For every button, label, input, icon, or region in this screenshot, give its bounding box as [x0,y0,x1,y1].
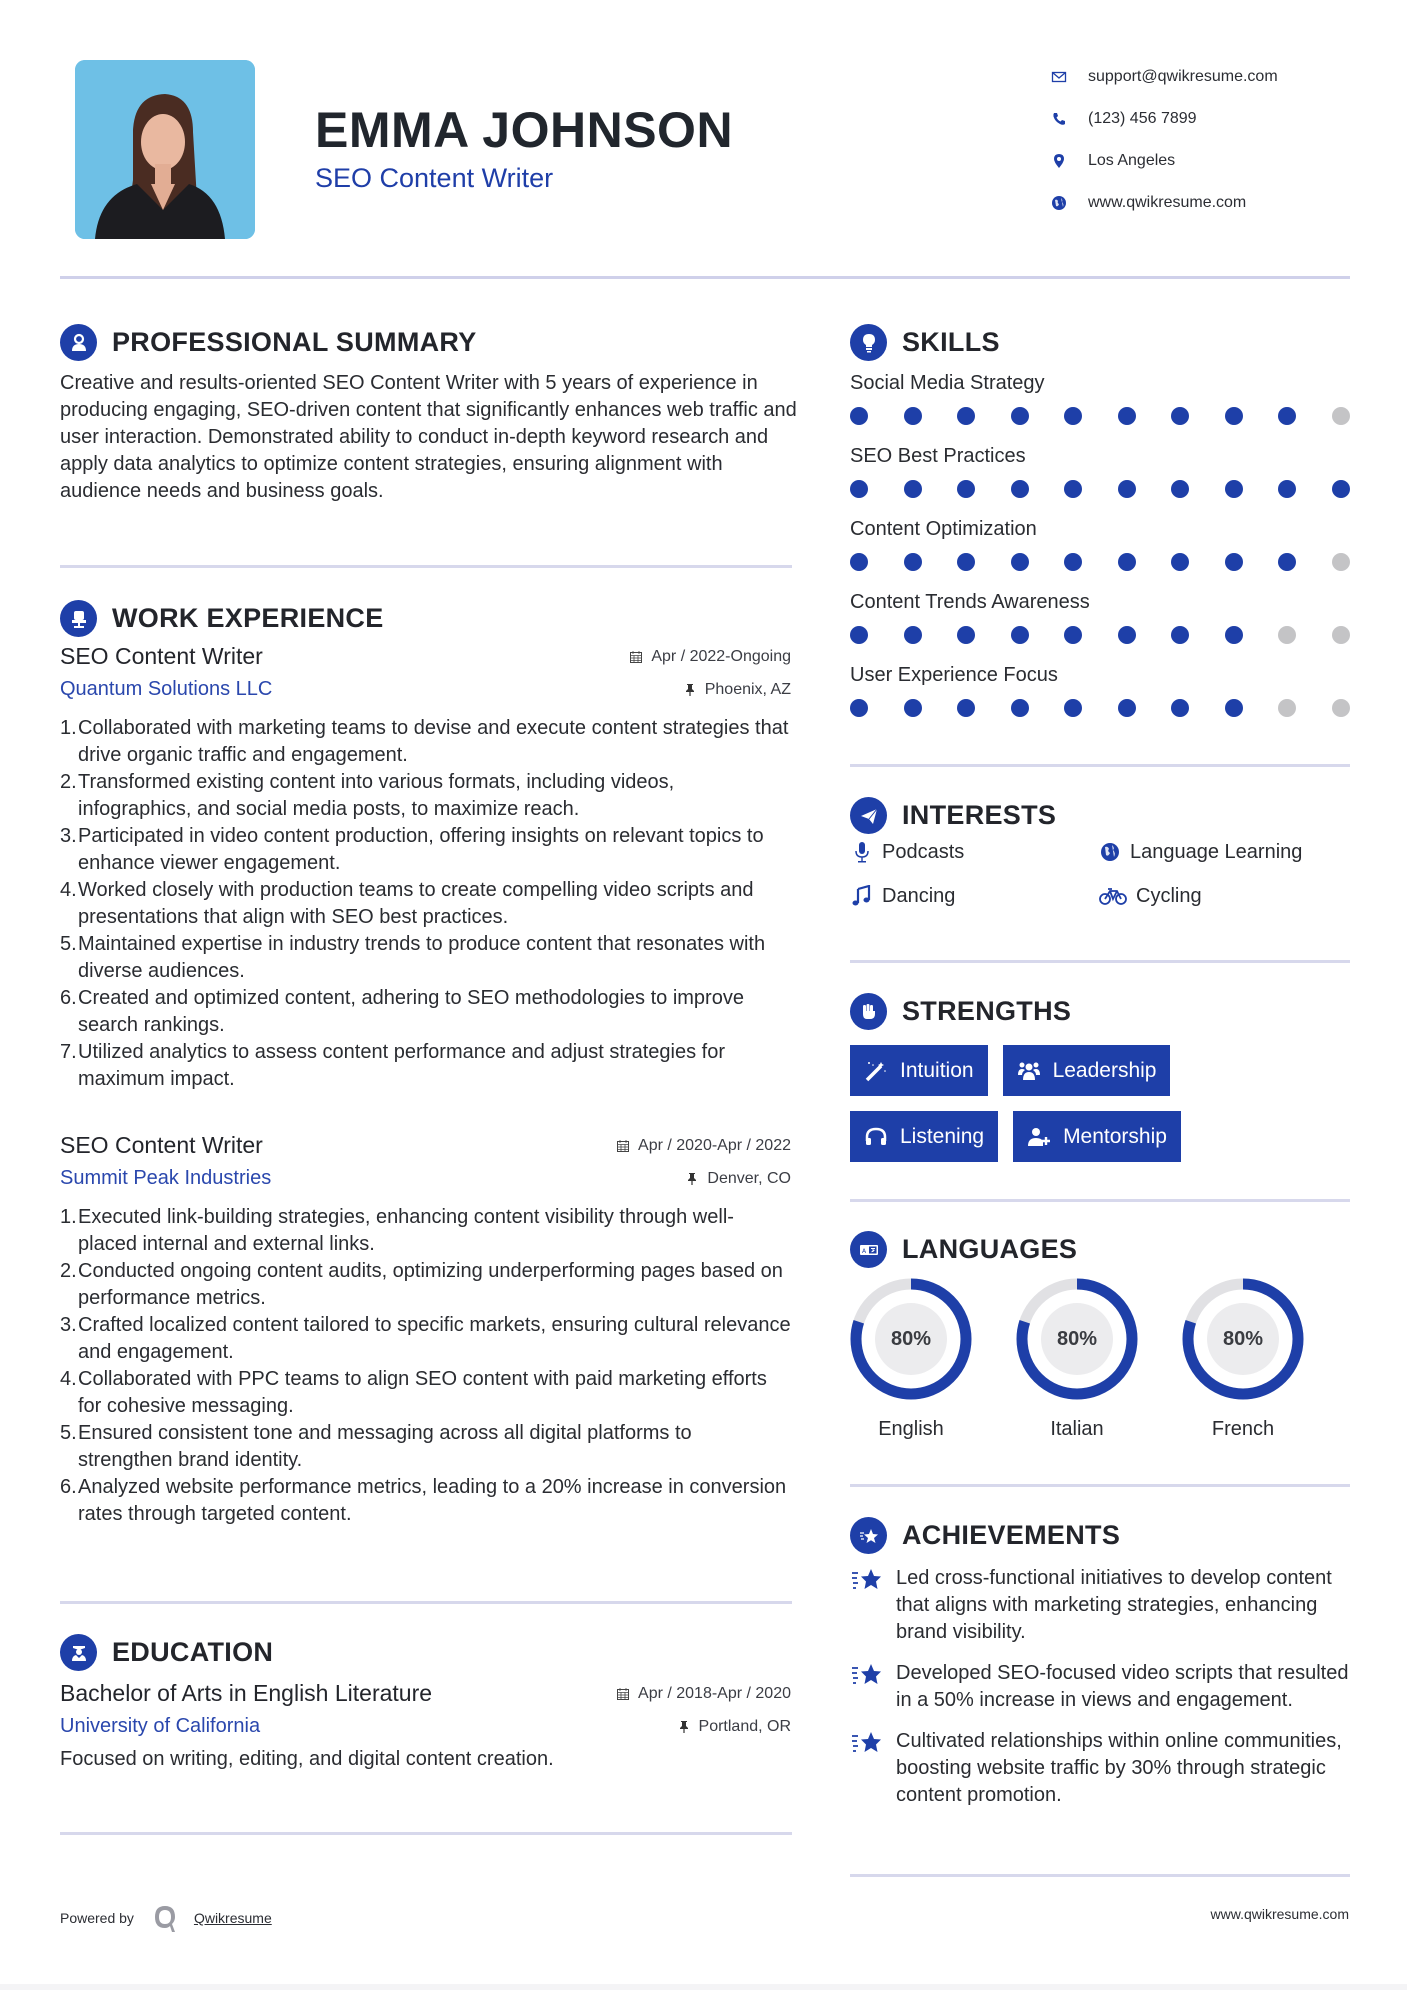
skill-dot-filled [1225,626,1243,644]
job-bullets [60,715,791,1093]
candidate-name: EMMA JOHNSON [315,102,734,158]
skill-dot-filled [957,699,975,717]
skill-dot-filled [1064,480,1082,498]
section-divider [60,1832,792,1835]
language-percent: 80% [1056,1327,1098,1350]
contact-location-text: Los Angeles [1088,152,1176,169]
skill-dot-filled [957,407,975,425]
bullet-item: 5. Maintained expertise in industry trends to produce content that resonates with diverse audiences. [60,933,766,982]
skill-dot-filled [1011,407,1029,425]
contact-phone[interactable] [1050,98,1278,140]
skill-rating [850,470,1350,516]
section-divider [850,764,1350,767]
achievements-heading: ACHIEVEMENTS [850,1517,1120,1554]
user-plus-icon [1027,1126,1051,1148]
skill-dot-filled [1011,553,1029,571]
interests-list [850,838,1350,910]
skill-rating [850,616,1350,662]
bullet-item: 1. Collaborated with marketing teams to devise and execute content strategies that drive organic traffic and engagement. [60,717,789,766]
strengths-heading: STRENGTHS [850,993,1071,1030]
achievement-item: Led cross-functional initiatives to develop content that aligns with marketing strategies, enhancing brand visibility. [850,1565,1350,1646]
skill-dot-filled [1171,699,1189,717]
skill-dot-filled [1118,699,1136,717]
skill-dot-filled [957,553,975,571]
skill-item: SEO Best Practices [850,443,1350,516]
envelope-icon [1050,68,1068,86]
skill-dot-filled [850,626,868,644]
skill-dot-filled [1278,553,1296,571]
paper-plane-icon [850,797,887,834]
globe-icon [1050,194,1068,212]
section-divider [850,1874,1350,1877]
section-divider [850,1199,1350,1202]
calendar-icon [629,650,643,664]
degree: Bachelor of Arts in English Literature [60,1680,433,1706]
bullet-item: 6. Analyzed website performance metrics, leading to a 20% increase in conversion rates through targeted content. [60,1476,787,1525]
profile-photo [75,60,255,239]
skill-dot-filled [1011,480,1029,498]
fist-icon [850,993,887,1030]
language-name: French [1211,1418,1275,1440]
skill-dot-filled [1064,626,1082,644]
experience-heading: WORK EXPERIENCE [60,600,384,637]
contact-website[interactable] [1050,182,1278,224]
interest-item: Cycling [1098,882,1350,910]
qwikresume-logo-icon [150,1902,180,1934]
education-heading: EDUCATION [60,1634,273,1671]
skill-item: User Experience Focus [850,662,1350,735]
pushpin-icon [683,683,697,697]
skill-dot-filled [1278,480,1296,498]
skill-dot-filled [850,699,868,717]
achievement-item: Cultivated relationships within online communities, boosting website traffic by 30% through strategic content promotion. [850,1728,1350,1809]
qwikresume-link[interactable]: Qwikresume [193,1910,272,1926]
skill-dot-filled [1225,553,1243,571]
skill-dot-filled [904,480,922,498]
section-divider [850,1484,1350,1487]
language-percent: 80% [890,1327,932,1350]
portrait-image [75,60,255,239]
skill-dot-filled [1171,480,1189,498]
shooting-star-icon [850,1729,884,1757]
bullet-item: 7. Utilized analytics to assess content performance and adjust strategies for maximum impact. [60,1041,725,1090]
star-badge-icon [850,1517,887,1554]
bullet-item: 2. Conducted ongoing content audits, optimizing underperforming pages based on performance metrics. [60,1260,783,1309]
section-divider [60,565,792,568]
bicycle-icon [1098,885,1128,907]
job-bullets [60,1204,791,1528]
skill-dot-empty [1332,407,1350,425]
education-description: Focused on writing, editing, and digital content creation. [60,1748,554,1770]
education-entry [60,1680,791,1771]
calendar-icon [616,1687,630,1701]
skill-dot-filled [1064,553,1082,571]
graduate-icon [60,1634,97,1671]
skills-heading: SKILLS [850,324,1000,361]
skill-dot-empty [1278,626,1296,644]
bullet-item: 2. Transformed existing content into various formats, including videos, infographics, and social media posts, to maximize reach. [60,771,675,820]
language-name: Italian [1050,1418,1104,1440]
skill-dot-empty [1332,699,1350,717]
bullet-item: 3. Crafted localized content tailored to specific markets, ensuring cultural relevance and engagement. [60,1314,791,1363]
phone-icon [1050,110,1068,128]
bullet-item: 6. Created and optimized content, adhering to SEO methodologies to improve search rankings. [60,987,744,1036]
skill-rating [850,543,1350,589]
strength-listening: Listening [850,1111,998,1162]
school: University of California [60,1715,261,1737]
job-entry [60,1132,791,1528]
job-title: SEO Content Writer [60,1132,263,1158]
job-location: Phoenix, AZ [683,681,791,699]
bullet-item: 4. Collaborated with PPC teams to align SEO content with paid marketing efforts for cohesive messaging. [60,1368,767,1417]
magic-wand-icon [864,1060,888,1082]
skills-list [850,370,1350,735]
skill-dot-filled [1332,480,1350,498]
interests-heading: INTERESTS [850,797,1056,834]
shooting-star-icon [850,1661,884,1689]
skill-dot-filled [904,626,922,644]
shooting-star-icon [850,1566,884,1594]
contact-location [1050,140,1278,182]
skill-dot-filled [904,553,922,571]
skill-dot-filled [1225,699,1243,717]
bullet-item: 3. Participated in video content production, offering insights on relevant topics to enhance viewer engagement. [60,825,764,874]
job-title: SEO Content Writer [60,643,263,669]
skill-dot-filled [904,699,922,717]
page-bottom-band [0,1984,1407,1990]
skill-dot-filled [1011,626,1029,644]
candidate-title: SEO Content Writer [315,163,554,193]
languages-heading: A LANGUAGES [850,1231,1077,1268]
education-dates: Apr / 2018-Apr / 2020 [616,1685,791,1703]
skill-item: Social Media Strategy [850,370,1350,443]
footer-url[interactable]: www.qwikresume.com [1210,1906,1349,1922]
skill-dot-filled [957,480,975,498]
skill-dot-filled [1011,699,1029,717]
users-icon [1017,1060,1041,1082]
summary-text: Creative and results-oriented SEO Content Writer with 5 years of experience in producing engaging, SEO-driven content that significantly enhances web traffic and user interaction. Demonstrated ability to conduct in-depth keyword research and apply data analytics to optimize content strategies, ensuring alignment with audience needs and business goals. [60,372,797,502]
bullet-item: 5. Ensured consistent tone and messaging across all digital platforms to strengthen brand identity. [60,1422,692,1471]
skill-item: Content Optimization [850,516,1350,589]
lightbulb-icon [850,324,887,361]
skill-dot-filled [1118,626,1136,644]
office-chair-icon [60,600,97,637]
contact-phone-text: (123) 456 7899 [1088,110,1197,127]
contact-website-text: www.qwikresume.com [1088,194,1247,211]
pushpin-icon [677,1720,691,1734]
section-divider [850,960,1350,963]
language-item [850,1278,1016,1441]
interest-item: Language Learning [1098,838,1350,866]
language-progress-ring [1182,1278,1304,1400]
skill-dot-filled [1118,553,1136,571]
job-location: Denver, CO [685,1170,791,1188]
header-divider [60,276,1350,279]
bullet-item: 1. Executed link-building strategies, enhancing content visibility through well-placed internal and external links. [60,1206,734,1255]
user-icon [60,324,97,361]
globe-icon [1098,841,1122,863]
skill-dot-empty [1332,553,1350,571]
job-company: Quantum Solutions LLC [60,678,273,700]
skill-dot-filled [1225,480,1243,498]
contact-list [1050,56,1278,224]
achievement-item: Developed SEO-focused video scripts that resulted in a 50% increase in views and engagement. [850,1660,1350,1714]
calendar-icon [616,1139,630,1153]
language-item [1182,1278,1348,1441]
pushpin-icon [685,1172,699,1186]
strengths-list [850,1045,1350,1177]
skill-dot-filled [957,626,975,644]
section-divider [60,1601,792,1604]
strength-leadership: Leadership [1003,1045,1171,1096]
skill-dot-filled [1118,407,1136,425]
skill-dot-filled [850,480,868,498]
interest-item: Podcasts [850,838,1098,866]
language-item [1016,1278,1182,1441]
achievements-list [850,1565,1350,1823]
job-dates: Apr / 2020-Apr / 2022 [616,1137,791,1155]
job-dates: Apr / 2022-Ongoing [629,648,791,666]
footer-powered-by: Powered by Qwikresume [60,1902,272,1934]
job-entry [60,643,791,1093]
skill-item: Content Trends Awareness [850,589,1350,662]
summary-heading: PROFESSIONAL SUMMARY [60,324,477,361]
skill-dot-filled [1171,553,1189,571]
language-name: English [878,1418,944,1440]
skill-dot-filled [1171,626,1189,644]
language-percent: 80% [1222,1327,1264,1350]
music-note-icon [850,885,874,907]
translate-icon [850,1231,887,1268]
svg-text:A: A [861,1247,866,1255]
contact-email[interactable] [1050,56,1278,98]
language-progress-ring [1016,1278,1138,1400]
skill-dot-filled [904,407,922,425]
skill-dot-filled [1064,699,1082,717]
education-location: Portland, OR [677,1718,791,1736]
job-company: Summit Peak Industries [60,1167,272,1189]
contact-email-text: support@qwikresume.com [1088,68,1278,85]
skill-dot-filled [1278,407,1296,425]
bullet-item: 4. Worked closely with production teams to create compelling video scripts and presentations that align with SEO best practices. [60,879,754,928]
skill-dot-filled [1064,407,1082,425]
skill-dot-empty [1278,699,1296,717]
skill-rating [850,689,1350,735]
skill-dot-filled [1171,407,1189,425]
strength-intuition: Intuition [850,1045,988,1096]
skill-rating [850,397,1350,443]
skill-dot-filled [1225,407,1243,425]
microphone-icon [850,841,874,863]
map-marker-icon [1050,152,1068,170]
skill-dot-filled [1118,480,1136,498]
interest-item: Dancing [850,882,1098,910]
languages-list [850,1278,1348,1441]
skill-dot-empty [1332,626,1350,644]
strength-mentorship: Mentorship [1013,1111,1181,1162]
skill-dot-filled [850,407,868,425]
headphones-icon [864,1126,888,1148]
language-progress-ring [850,1278,972,1400]
skill-dot-filled [850,553,868,571]
